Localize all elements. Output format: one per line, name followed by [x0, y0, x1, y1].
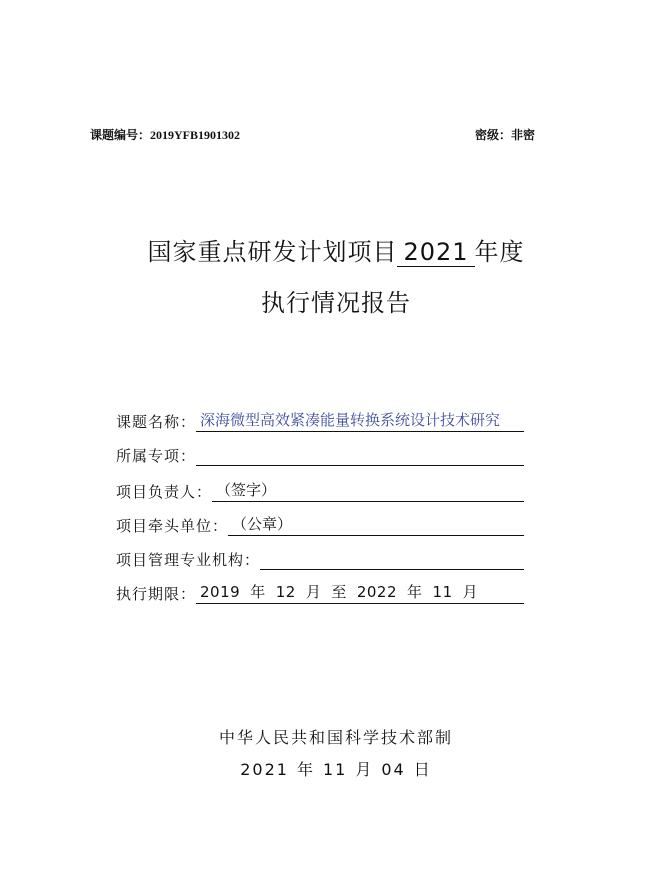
period-start-year: 2019	[200, 583, 241, 601]
period-end-month: 11	[432, 583, 453, 601]
lead-unit-label: 项目牵头单位：	[116, 517, 229, 535]
special-project-field	[116, 440, 524, 466]
period-to: 至	[331, 583, 347, 601]
execution-period-label: 执行期限：	[116, 585, 197, 603]
period-year-char: 年	[407, 583, 423, 601]
leader-field	[116, 476, 524, 502]
issue-date	[0, 757, 672, 780]
topic-name-label: 课题名称：	[116, 413, 197, 431]
report-title-line1	[0, 232, 672, 267]
title-suffix: 年度	[474, 238, 525, 266]
title-year: 2021	[397, 238, 474, 267]
management-agency-field	[116, 544, 524, 570]
date-year: 2021	[240, 760, 289, 779]
management-agency-label: 项目管理专业机构：	[116, 551, 261, 569]
execution-period-value[interactable]	[196, 581, 524, 604]
lead-unit-seal-value[interactable]: （公章）	[228, 513, 524, 536]
date-day-char: 日	[413, 760, 432, 779]
execution-period-field	[116, 578, 524, 604]
period-start-month: 12	[275, 583, 296, 601]
topic-name-field	[116, 406, 524, 432]
period-month-char: 月	[462, 583, 479, 601]
management-agency-value[interactable]	[260, 547, 524, 570]
topic-number-value: 2019YFB1901302	[150, 128, 241, 142]
leader-signature-value[interactable]: （签字）	[212, 479, 524, 502]
special-project-label: 所属专项：	[116, 447, 197, 465]
report-title-line2: 执行情况报告	[261, 289, 411, 317]
period-month-char: 月	[305, 583, 322, 601]
date-year-char: 年	[296, 760, 315, 779]
date-month: 11	[322, 760, 348, 779]
secrecy-level: 密级：非密	[475, 128, 536, 142]
title-prefix: 国家重点研发计划项目	[147, 238, 398, 266]
lead-unit-field	[116, 510, 524, 536]
issuer: 中华人民共和国科学技术部制	[218, 728, 453, 747]
period-end-year: 2022	[356, 583, 398, 601]
topic-number	[90, 126, 240, 143]
topic-name-value[interactable]: 深海微型高效紧凑能量转换系统设计技术研究	[196, 409, 524, 432]
topic-number-label: 课题编号：	[90, 128, 151, 142]
special-project-value[interactable]	[196, 443, 524, 466]
leader-label: 项目负责人：	[116, 483, 213, 501]
date-month-char: 月	[355, 760, 374, 779]
period-year-char: 年	[250, 583, 266, 601]
date-day: 04	[381, 760, 406, 779]
